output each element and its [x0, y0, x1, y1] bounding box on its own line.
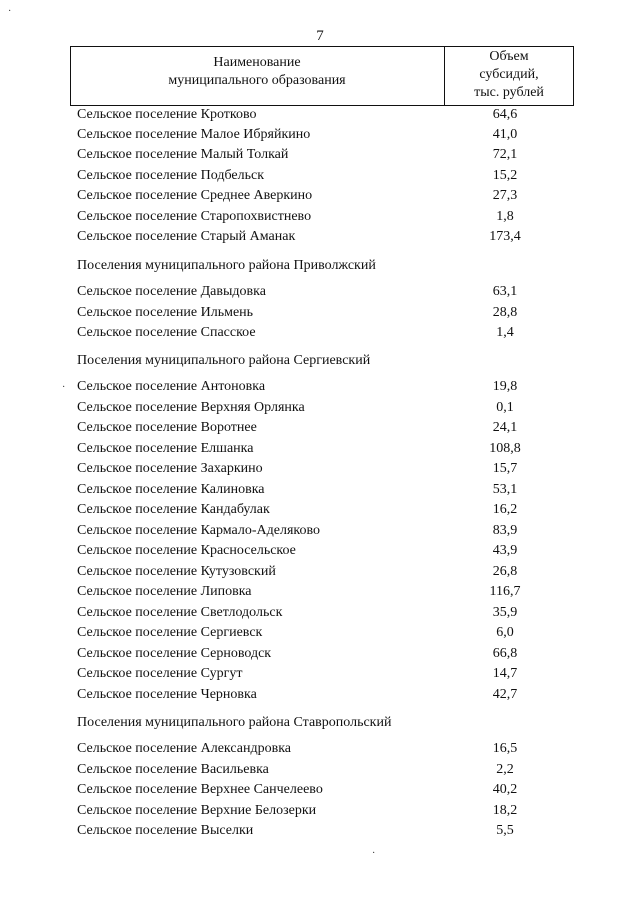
row-value: 40,2 — [492, 782, 518, 797]
table-row — [0, 625, 640, 645]
row-value: 19,8 — [492, 379, 518, 394]
row-value: 1,8 — [496, 209, 514, 224]
table-row — [0, 605, 640, 625]
row-name: Сельское поселение Ильмень — [77, 305, 254, 320]
table-row — [0, 400, 640, 420]
row-name: Сельское поселение Выселки — [77, 823, 254, 838]
row-name: Сельское поселение Сургут — [77, 666, 243, 681]
scan-speck: · — [372, 848, 376, 859]
row-value: 5,5 — [496, 823, 514, 838]
header-value-line3: тыс. рублей — [474, 85, 544, 100]
table-row — [0, 666, 640, 686]
row-name: Сельское поселение Красносельское — [77, 543, 296, 558]
header-bottom-rule — [70, 105, 574, 106]
table-row — [0, 379, 640, 399]
row-value: 1,4 — [496, 325, 514, 340]
row-value: 15,7 — [492, 461, 518, 476]
row-value: 108,8 — [489, 441, 521, 456]
row-name: Сельское поселение Верхние Белозерки — [77, 803, 317, 818]
table-row — [0, 502, 640, 522]
row-value: 24,1 — [492, 420, 518, 435]
scan-speck: · — [62, 382, 66, 393]
header-value-line2: субсидий, — [479, 67, 539, 82]
table-row — [0, 741, 640, 761]
row-name: Сельское поселение Кутузовский — [77, 564, 276, 579]
table-row — [0, 147, 640, 167]
row-value: 43,9 — [492, 543, 518, 558]
row-name: Сельское поселение Спасское — [77, 325, 256, 340]
row-value: 15,2 — [492, 168, 518, 183]
row-value: 26,8 — [492, 564, 518, 579]
table-row — [0, 762, 640, 782]
table-row — [0, 646, 640, 666]
header-name-line2: муниципального образования — [168, 73, 346, 88]
row-name: Сельское поселение Старый Аманак — [77, 229, 296, 244]
row-value: 64,6 — [492, 107, 518, 122]
row-name: Сельское поселение Светлодольск — [77, 605, 283, 620]
section-heading-stavropolsky: Поселения муниципального района Ставропольский — [77, 715, 392, 730]
row-value: 16,5 — [492, 741, 518, 756]
row-value: 42,7 — [492, 687, 518, 702]
table-row — [0, 420, 640, 440]
header-value-line1: Объем — [489, 49, 529, 64]
row-value: 18,2 — [492, 803, 518, 818]
table-row — [0, 584, 640, 604]
table-row — [0, 782, 640, 802]
table-row — [0, 127, 640, 147]
scan-speck: · — [8, 6, 12, 17]
table-row — [0, 284, 640, 304]
table-row — [0, 325, 640, 345]
row-name: Сельское поселение Липовка — [77, 584, 252, 599]
row-value: 28,8 — [492, 305, 518, 320]
header-name-line1: Наименование — [213, 55, 301, 70]
row-value: 66,8 — [492, 646, 518, 661]
row-name: Сельское поселение Александровка — [77, 741, 292, 756]
row-value: 173,4 — [489, 229, 521, 244]
row-name: Сельское поселение Елшанка — [77, 441, 254, 456]
row-name: Сельское поселение Черновка — [77, 687, 257, 702]
table-row — [0, 209, 640, 229]
row-value: 72,1 — [492, 147, 518, 162]
row-value: 2,2 — [496, 762, 514, 777]
row-name: Сельское поселение Воротнее — [77, 420, 257, 435]
row-name: Сельское поселение Верхняя Орлянка — [77, 400, 305, 415]
row-value: 6,0 — [496, 625, 514, 640]
table-row — [0, 107, 640, 127]
row-name: Сельское поселение Малое Ибряйкино — [77, 127, 311, 142]
header-top-rule — [70, 46, 574, 47]
row-name: Сельское поселение Сергиевск — [77, 625, 263, 640]
row-value: 116,7 — [489, 584, 521, 599]
row-name: Сельское поселение Кармало-Аделяково — [77, 523, 321, 538]
table-row — [0, 229, 640, 249]
row-name: Сельское поселение Захаркино — [77, 461, 263, 476]
row-value: 27,3 — [492, 188, 518, 203]
row-name: Сельское поселение Антоновка — [77, 379, 266, 394]
row-name: Сельское поселение Давыдовка — [77, 284, 266, 299]
row-name: Сельское поселение Среднее Аверкино — [77, 188, 313, 203]
header-value-column — [444, 48, 574, 102]
row-name: Сельское поселение Кротково — [77, 107, 257, 122]
row-value: 41,0 — [492, 127, 518, 142]
page-number: 7 — [316, 28, 324, 44]
table-row — [0, 482, 640, 502]
table-row — [0, 823, 640, 843]
row-name: Сельское поселение Серноводск — [77, 646, 272, 661]
table-row — [0, 687, 640, 707]
table-row — [0, 564, 640, 584]
header-name-column — [70, 54, 444, 90]
row-value: 63,1 — [492, 284, 518, 299]
row-value: 53,1 — [492, 482, 518, 497]
row-name: Сельское поселение Малый Толкай — [77, 147, 289, 162]
table-row — [0, 441, 640, 461]
row-name: Сельское поселение Васильевка — [77, 762, 269, 777]
row-name: Сельское поселение Подбельск — [77, 168, 264, 183]
row-value: 35,9 — [492, 605, 518, 620]
section-heading-sergievsky: Поселения муниципального района Сергиевский — [77, 353, 371, 368]
table-row — [0, 461, 640, 481]
row-value: 16,2 — [492, 502, 518, 517]
table-row — [0, 188, 640, 208]
row-name: Сельское поселение Верхнее Санчелеево — [77, 782, 323, 797]
table-header — [70, 46, 574, 106]
section-heading-privolzhsky: Поселения муниципального района Приволжский — [77, 258, 376, 273]
table-row — [0, 543, 640, 563]
table-row — [0, 803, 640, 823]
row-value: 14,7 — [492, 666, 518, 681]
row-name: Сельское поселение Калиновка — [77, 482, 265, 497]
table-row — [0, 523, 640, 543]
row-name: Сельское поселение Старопохвистнево — [77, 209, 312, 224]
row-value: 83,9 — [492, 523, 518, 538]
table-row — [0, 305, 640, 325]
table-row — [0, 168, 640, 188]
row-value: 0,1 — [496, 400, 514, 415]
row-name: Сельское поселение Кандабулак — [77, 502, 270, 517]
